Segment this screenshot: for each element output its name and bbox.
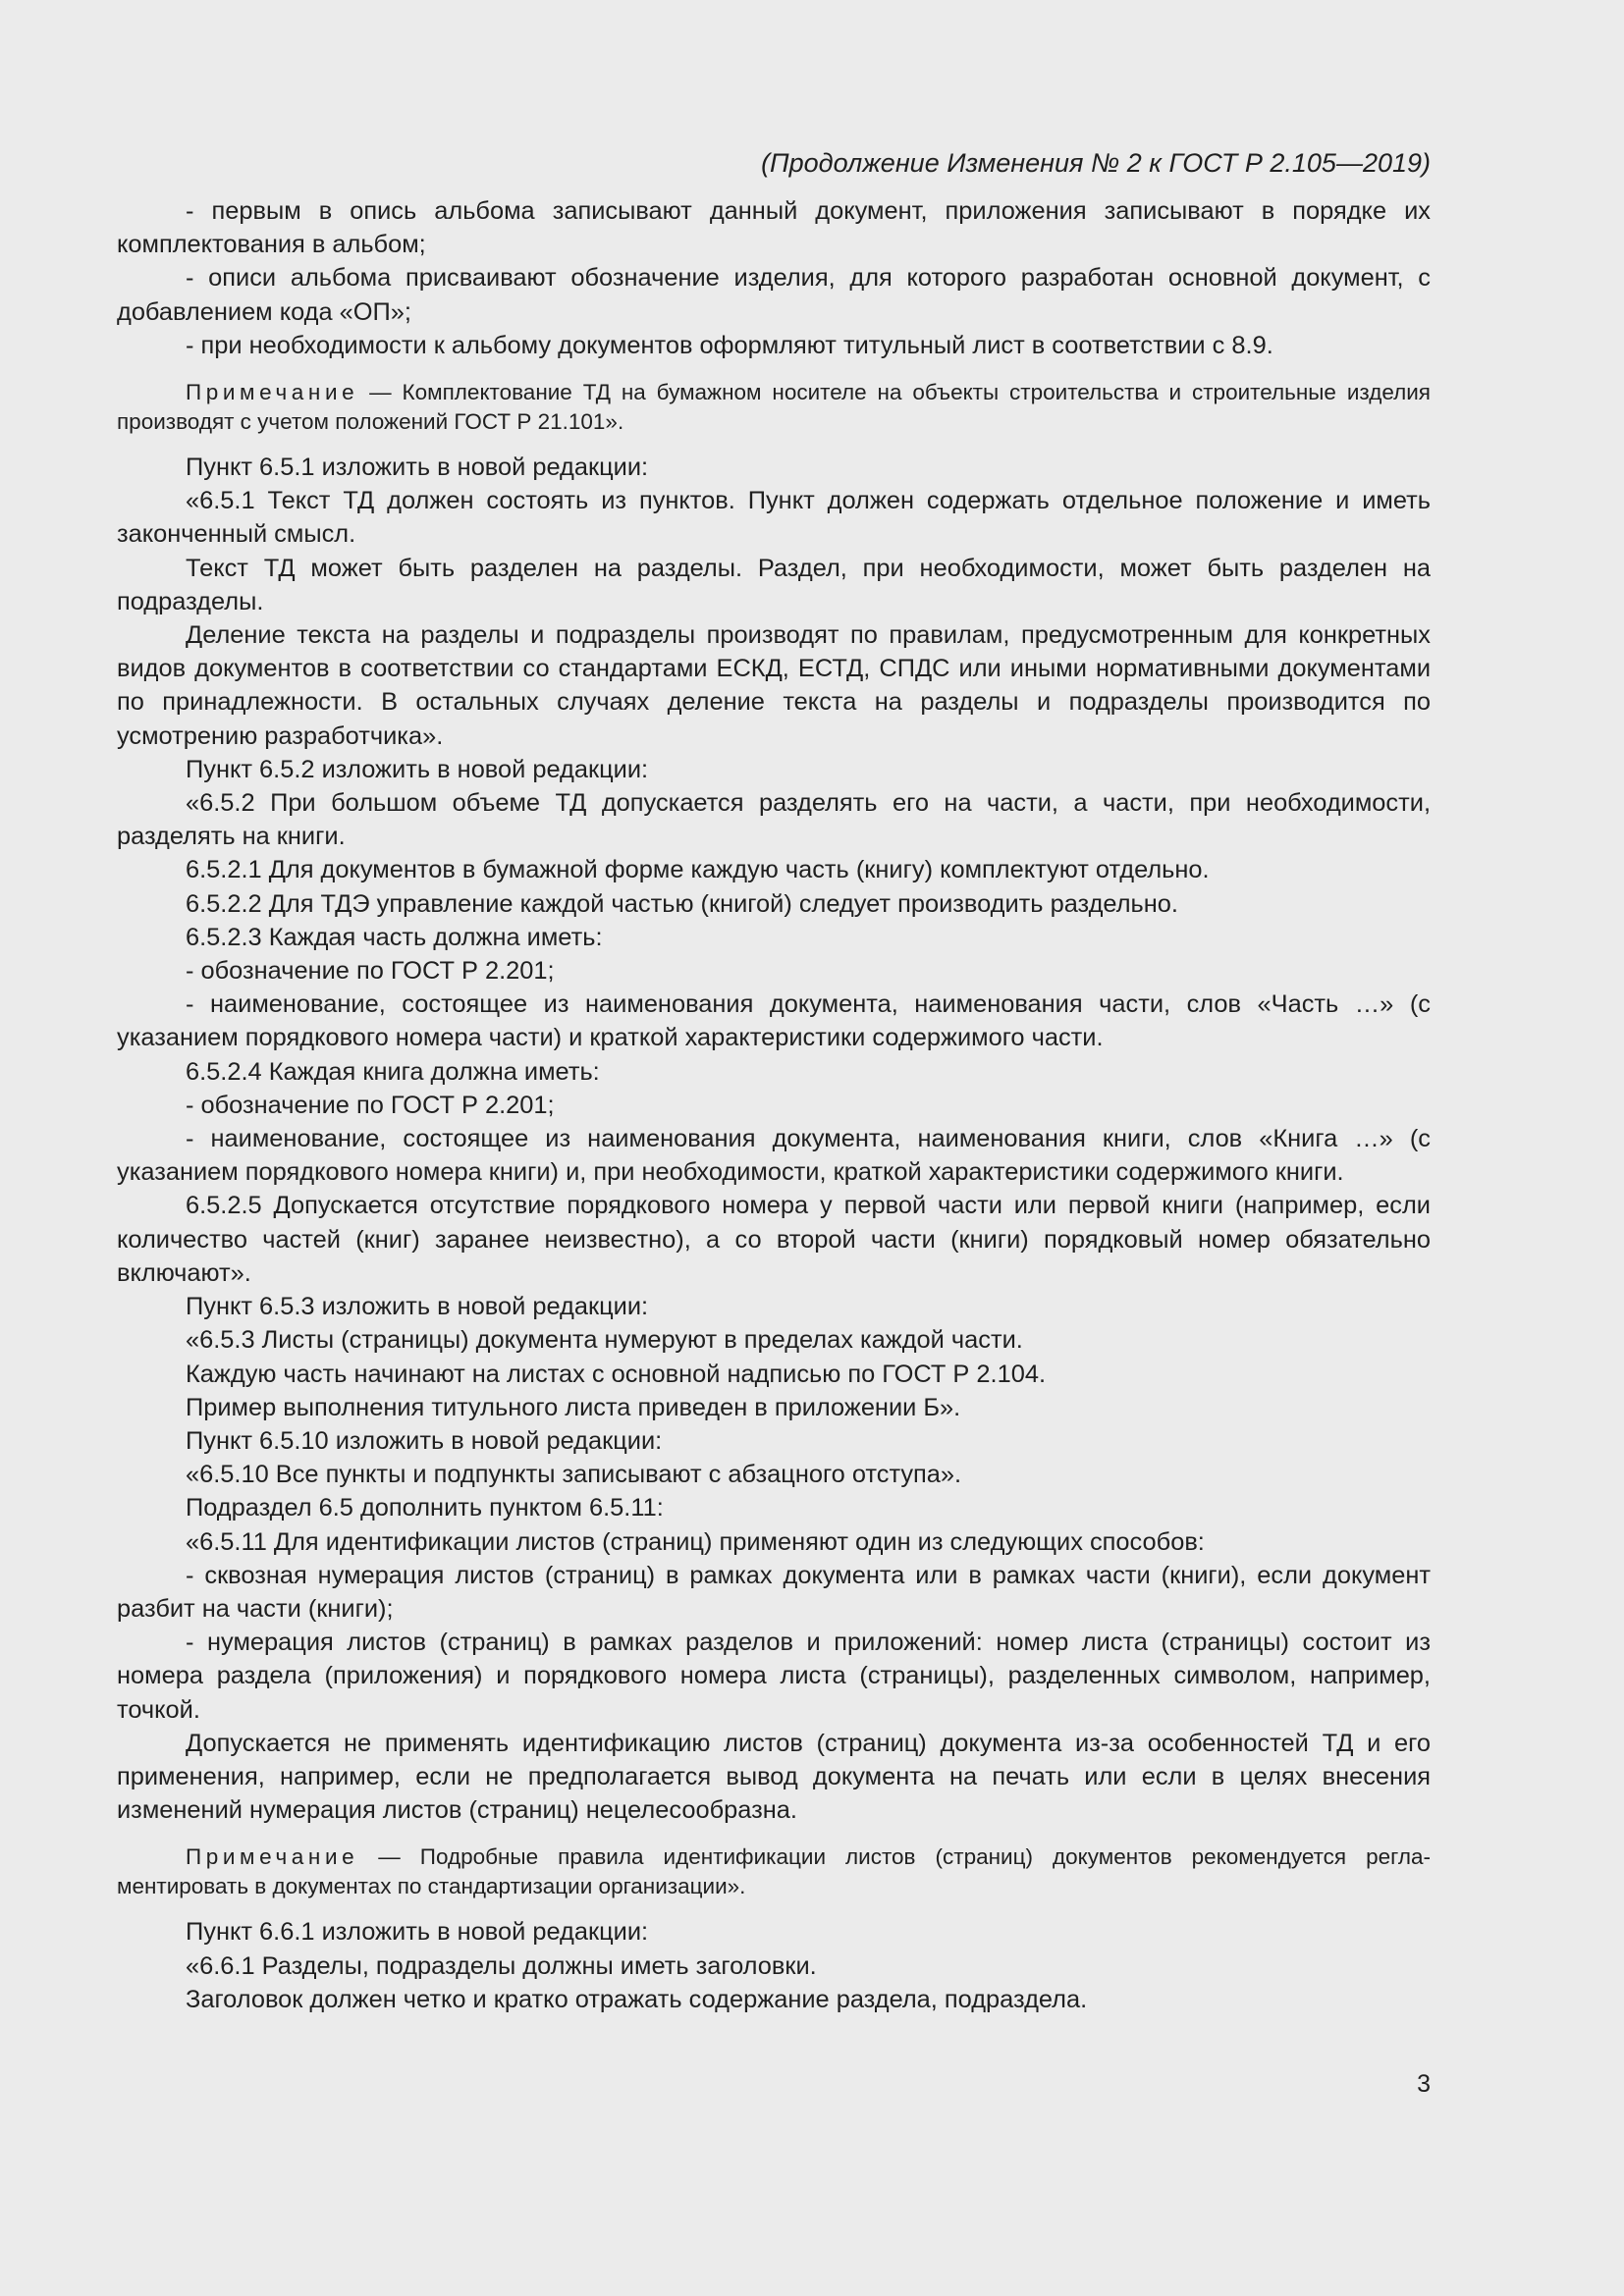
paragraph: - обозначение по ГОСТ Р 2.201; <box>186 1091 555 1119</box>
paragraph: Заголовок должен четко и кратко отражать содержание раздела, подраздела. <box>186 1985 1088 2013</box>
paragraph: - первым в опись альбома записывают данный документ, приложения записывают в порядке их комплектования в альбом; <box>117 197 1431 259</box>
paragraph: Пункт 6.5.2 изложить в новой редакции: <box>186 755 649 783</box>
paragraph: Текст ТД может быть разделен на разделы. Раздел, при необходимости, может быть разделен на подразделы. <box>117 554 1431 615</box>
note-label: Примечание <box>186 1844 359 1870</box>
paragraph: Пункт 6.5.3 изложить в новой редакции: <box>186 1293 649 1321</box>
paragraph: 6.5.2.1 Для документов в бумажной форме каждую часть (книгу) комплектуют отдельно. <box>186 856 1210 884</box>
paragraph: 6.5.2.5 Допускается отсутствие порядкового номера у первой части или первой книги (например, если количество частей (книг) заранее неизвестно), а со второй части (книги) порядковый номер обязательно включают». <box>117 1192 1431 1287</box>
paragraph: - нумерация листов (страниц) в рамках разделов и приложений: номер листа (страницы) состоит из номера раздела (приложения) и порядкового номера листа (страницы), разделенных символом, например, точкой. <box>117 1629 1431 1724</box>
paragraph: «6.5.11 Для идентификации листов (страниц) применяют один из следующих способов: <box>186 1527 1205 1556</box>
note-text: — Комплектование ТД на бумажном носителе на объекты строительства и строительные изделия производят с учетом положений ГОСТ Р 21.101». <box>117 380 1431 435</box>
note-text: — Подробные правила идентификации листов (страниц) документов рекомендуется регламентировать в документах по стандартизации организации». <box>117 1844 1431 1899</box>
paragraph: Пункт 6.5.1 изложить в новой редакции: <box>186 454 649 482</box>
note-label: Примечание <box>186 380 359 405</box>
paragraph: Допускается не применять идентификацию листов (страниц) документа из-за особенностей ТД и его применения, например, если не предполагается вывод документа на печать или если в целях внесения изменений нумерация листов (страниц) нецелесообразна. <box>117 1729 1431 1825</box>
paragraph: «6.6.1 Разделы, подразделы должны иметь заголовки. <box>186 1951 817 1980</box>
paragraph: «6.5.2 При большом объеме ТД допускается разделять его на части, а части, при необходимости, разделять на книги. <box>117 789 1431 851</box>
paragraph: Пункт 6.5.10 изложить в новой редакции: <box>186 1426 663 1455</box>
text-block-2 <box>117 451 1431 1827</box>
paragraph: - наименование, состоящее из наименования документа, наименования книги, слов «Книга …» (с указанием порядкового номера книги) и, при необходимости, краткой характеристики содержимого книги. <box>117 1125 1431 1187</box>
paragraph: Каждую часть начинают на листах с основной надписью по ГОСТ Р 2.104. <box>186 1360 1047 1388</box>
page-number: 3 <box>1417 2070 1431 2098</box>
paragraph: 6.5.2.4 Каждая книга должна иметь: <box>186 1057 600 1086</box>
paragraph: 6.5.2.3 Каждая часть должна иметь: <box>186 923 603 951</box>
paragraph: «6.5.1 Текст ТД должен состоять из пунктов. Пункт должен содержать отдельное положение и иметь законченный смысл. <box>117 487 1431 549</box>
paragraph: Пример выполнения титульного листа приведен в приложении Б». <box>186 1393 961 1421</box>
paragraph: - сквозная нумерация листов (страниц) в рамках документа или в рамках части (книги), если документ разбит на части (книги); <box>117 1561 1431 1623</box>
text-block-3 <box>117 1915 1431 2016</box>
note-2 <box>117 1842 1431 1901</box>
paragraph: Деление текста на разделы и подразделы производят по правилам, предусмотренным для конкретных видов документов в соответствии со стандартами ЕСКД, ЕСТД, СПДС или иными нормативными документами по принадлежности. В остальных случаях деление текста на разделы и подразделы производится по усмотрению разработчика». <box>117 621 1431 750</box>
paragraph: - описи альбома присваивают обозначение изделия, для которого разработан основной документ, с добавлением кода «ОП»; <box>117 264 1431 326</box>
list-block-1 <box>117 194 1431 362</box>
paragraph: 6.5.2.2 Для ТДЭ управление каждой частью (книгой) следует производить раздельно. <box>186 889 1178 918</box>
paragraph: Подраздел 6.5 дополнить пунктом 6.5.11: <box>186 1494 664 1522</box>
page-header: (Продолжение Изменения № 2 к ГОСТ Р 2.105—2019) <box>761 148 1431 178</box>
paragraph: - при необходимости к альбому документов оформляют титульный лист в соответствии с 8.9. <box>186 331 1273 359</box>
note-1 <box>117 378 1431 437</box>
paragraph: - обозначение по ГОСТ Р 2.201; <box>186 957 555 986</box>
document-page <box>117 145 1431 2016</box>
paragraph: «6.5.10 Все пункты и подпункты записывают с абзацного отступа». <box>186 1461 962 1489</box>
paragraph: Пункт 6.6.1 изложить в новой редакции: <box>186 1918 649 1947</box>
paragraph: - наименование, состоящее из наименования документа, наименования части, слов «Часть …» (с указанием порядкового номера части) и краткой характеристики содержимого части. <box>117 990 1431 1052</box>
paragraph: «6.5.3 Листы (страницы) документа нумеруют в пределах каждой части. <box>186 1326 1023 1355</box>
